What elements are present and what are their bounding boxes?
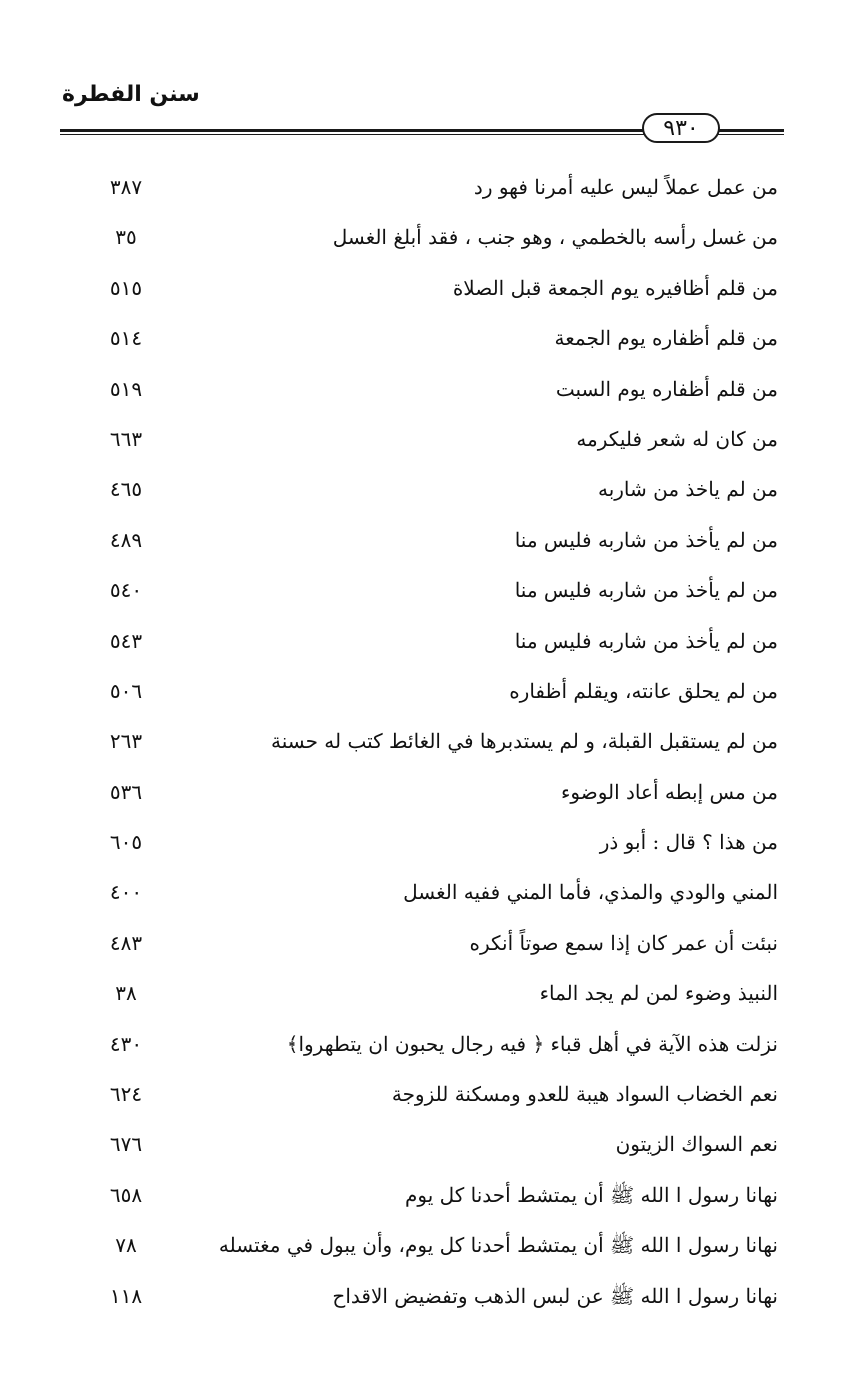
page-number: ٩٣٠ (642, 113, 720, 143)
index-entry-row (0, 617, 868, 667)
page-header (0, 0, 868, 150)
entry-page-number: ٢٦٣ (109, 729, 143, 754)
index-entry-row (0, 818, 868, 868)
entry-text: نزلت هذه الآية في أهل قباء ﴿ فيه رجال يحبون ان يتطهروا﴾ (286, 1031, 778, 1056)
entry-text: من هذا ؟ قال : أبو ذر (599, 830, 778, 855)
entry-page-number: ٣٨٧ (109, 175, 143, 199)
index-entry-row (0, 969, 868, 1019)
entry-page-number: ٧٨ (115, 1233, 137, 1258)
entry-page-number: ٥٤٠ (109, 578, 143, 603)
entry-text: من لم يستقبل القبلة، و لم يستدبرها في الغائط كتب له حسنة (270, 729, 778, 754)
index-entry-row (0, 264, 868, 314)
entry-text: من مس إبطه أعاد الوضوء (560, 779, 778, 804)
entry-text: من لم ياخذ من شاربه (597, 477, 778, 502)
index-entry-row (0, 465, 868, 515)
index-entry-row (0, 314, 868, 364)
entry-page-number: ٥١٥ (109, 275, 143, 300)
entry-page-number: ٥٣٦ (109, 779, 143, 804)
entry-text: من قلم أظفاره يوم السبت (555, 376, 778, 401)
entry-page-number: ٣٨ (115, 981, 137, 1006)
index-entry-row (0, 768, 868, 818)
entry-text: المني والودي والمذي، فأما المني ففيه الغسل (403, 880, 778, 905)
entry-text: من لم يحلق عانته، ويقلم أظفاره (509, 678, 778, 703)
entry-page-number: ٦٦٣ (109, 426, 143, 451)
entry-page-number: ٤٣٠ (109, 1031, 143, 1056)
index-entry-row (0, 213, 868, 263)
index-list (0, 163, 868, 1322)
book-title: سنن الفطرة (62, 82, 200, 107)
index-entry-row (0, 415, 868, 465)
entry-page-number: ٦٢٤ (109, 1082, 143, 1107)
entry-page-number: ٥١٩ (109, 376, 143, 401)
index-entry-row (0, 1272, 868, 1322)
index-entry-row (0, 365, 868, 415)
index-entry-row (0, 919, 868, 969)
index-entry-row (0, 566, 868, 616)
index-entry-row (0, 163, 868, 213)
entry-page-number: ٣٥ (115, 225, 137, 250)
entry-page-number: ٦٥٨ (109, 1182, 143, 1207)
index-entry-row (0, 1120, 868, 1170)
entry-text: النبيذ وضوء لمن لم يجد الماء (539, 981, 778, 1006)
entry-text: نعم السواك الزيتون (615, 1132, 778, 1157)
index-entry-row (0, 868, 868, 918)
index-entry-row (0, 1171, 868, 1221)
entry-page-number: ٤٠٠ (109, 880, 143, 905)
entry-text: من قلم أظافيره يوم الجمعة قبل الصلاة (452, 275, 778, 300)
entry-page-number: ٤٦٥ (109, 477, 143, 502)
entry-text: من لم يأخذ من شاربه فليس منا (514, 628, 778, 653)
entry-page-number: ٥٤٣ (109, 628, 143, 653)
entry-text: نهانا رسول ا الله ﷺ عن لبس الذهب وتفضيض الاقداح (332, 1283, 778, 1308)
entry-text: نهانا رسول ا الله ﷺ أن يمتشط أحدنا كل يوم (404, 1182, 778, 1207)
entry-page-number: ٥١٤ (109, 326, 143, 351)
entry-text: من عمل عملاً ليس عليه أمرنا فهو رد (473, 175, 778, 199)
entry-text: من لم يأخذ من شاربه فليس منا (514, 578, 778, 603)
index-entry-row (0, 667, 868, 717)
entry-text: نعم الخضاب السواد هيبة للعدو ومسكنة للزوجة (391, 1082, 778, 1107)
index-entry-row (0, 1221, 868, 1271)
entry-page-number: ٦٠٥ (109, 830, 143, 855)
index-entry-row (0, 516, 868, 566)
entry-page-number: ٦٧٦ (109, 1132, 143, 1157)
entry-text: من غسل رأسه بالخطمي ، وهو جنب ، فقد أبلغ الغسل (332, 225, 778, 250)
entry-text: من قلم أظفاره يوم الجمعة (554, 326, 778, 351)
index-entry-row (0, 1020, 868, 1070)
entry-page-number: ٥٠٦ (109, 678, 143, 703)
index-entry-row (0, 1070, 868, 1120)
entry-text: نهانا رسول ا الله ﷺ أن يمتشط أحدنا كل يوم، وأن يبول في مغتسله (218, 1233, 778, 1258)
entry-page-number: ١١٨ (109, 1283, 143, 1308)
entry-text: نبئت أن عمر كان إذا سمع صوتاً أنكره (469, 930, 778, 955)
entry-text: من كان له شعر فليكرمه (576, 426, 778, 451)
index-entry-row (0, 717, 868, 767)
entry-page-number: ٤٨٣ (109, 930, 143, 955)
entry-page-number: ٤٨٩ (109, 527, 143, 552)
entry-text: من لم يأخذ من شاربه فليس منا (514, 527, 778, 552)
